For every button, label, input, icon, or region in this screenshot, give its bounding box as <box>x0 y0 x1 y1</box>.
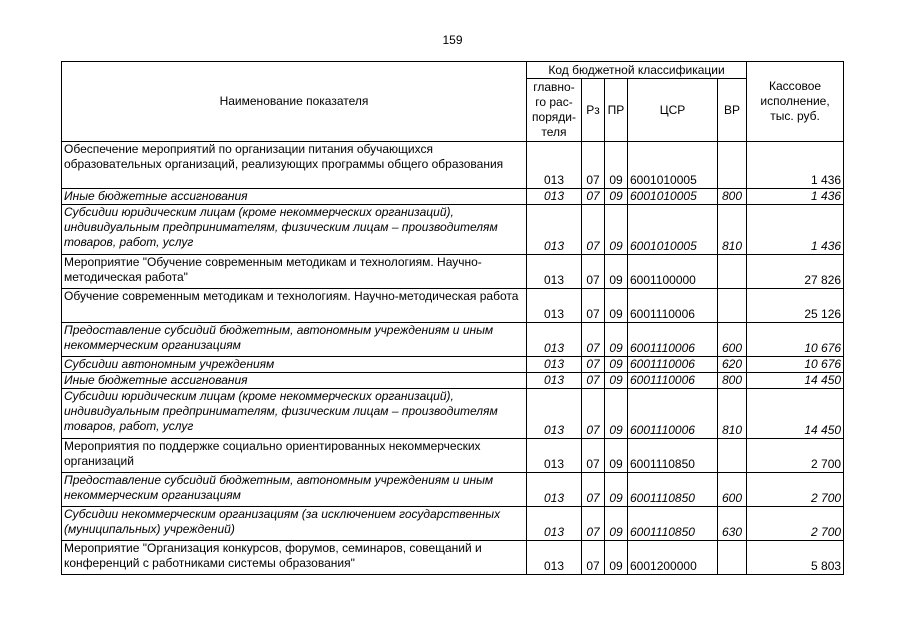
row-csr: 6001110850 <box>628 439 718 473</box>
row-vr: 810 <box>718 205 747 255</box>
header-pr: ПР <box>605 79 628 142</box>
row-vr <box>718 255 747 289</box>
row-rz: 07 <box>582 357 605 373</box>
row-glavn: 013 <box>527 357 582 373</box>
table-row <box>62 473 844 507</box>
row-csr: 6001010005 <box>628 205 718 255</box>
table-row <box>62 323 844 357</box>
row-pr: 09 <box>605 289 628 323</box>
row-name: Субсидии автономным учреждениям <box>62 357 527 373</box>
row-vr: 800 <box>718 373 747 389</box>
row-sum: 2 700 <box>747 507 844 541</box>
row-sum: 1 436 <box>747 189 844 205</box>
row-rz: 07 <box>582 189 605 205</box>
row-glavn: 013 <box>527 541 582 575</box>
row-csr: 6001010005 <box>628 142 718 189</box>
row-name: Субсидии юридическим лицам (кроме некоммерческих организаций), индивидуальным предпринимателям, физическим лицам – производителям товаров, работ, услуг <box>62 389 527 439</box>
row-pr: 09 <box>605 255 628 289</box>
row-name: Мероприятия по поддержке социально ориентированных некоммерческих организаций <box>62 439 527 473</box>
row-csr: 6001110006 <box>628 289 718 323</box>
table-row <box>62 189 844 205</box>
row-pr: 09 <box>605 373 628 389</box>
table-row <box>62 389 844 439</box>
row-csr: 6001110006 <box>628 389 718 439</box>
row-sum: 1 436 <box>747 205 844 255</box>
table-row <box>62 541 844 575</box>
header-kass: Кассовое исполнение, тыс. руб. <box>747 62 844 142</box>
table-row <box>62 255 844 289</box>
row-sum: 14 450 <box>747 373 844 389</box>
header-rz: Рз <box>582 79 605 142</box>
row-rz: 07 <box>582 255 605 289</box>
row-rz: 07 <box>582 323 605 357</box>
header-code-group: Код бюджетной классификации <box>527 62 747 79</box>
row-rz: 07 <box>582 541 605 575</box>
row-vr <box>718 439 747 473</box>
table-row <box>62 289 844 323</box>
row-name: Мероприятие "Организация конкурсов, форумов, семинаров, совещаний и конференций с работниками системы образования" <box>62 541 527 575</box>
row-rz: 07 <box>582 373 605 389</box>
row-name: Мероприятие "Обучение современным методикам и технологиям. Научно-методическая работа" <box>62 255 527 289</box>
row-rz: 07 <box>582 142 605 189</box>
row-csr: 6001100000 <box>628 255 718 289</box>
row-name: Иные бюджетные ассигнования <box>62 189 527 205</box>
row-sum: 5 803 <box>747 541 844 575</box>
table-row <box>62 373 844 389</box>
row-sum: 2 700 <box>747 439 844 473</box>
row-csr: 6001110850 <box>628 507 718 541</box>
row-glavn: 013 <box>527 389 582 439</box>
table-row <box>62 439 844 473</box>
row-glavn: 013 <box>527 205 582 255</box>
row-name: Предоставление субсидий бюджетным, автономным учреждениям и иным некоммерческим организациям <box>62 473 527 507</box>
row-sum: 2 700 <box>747 473 844 507</box>
row-vr <box>718 142 747 189</box>
row-name: Субсидии юридическим лицам (кроме некоммерческих организаций), индивидуальным предпринимателям, физическим лицам – производителям товаров, работ, услуг <box>62 205 527 255</box>
row-name: Иные бюджетные ассигнования <box>62 373 527 389</box>
row-name: Субсидии некоммерческим организациям (за исключением государственных (муниципальных) учреждений) <box>62 507 527 541</box>
row-name: Обеспечение мероприятий по организации питания обучающихся образовательных организаций, реализующих программы общего образования <box>62 142 527 189</box>
row-rz: 07 <box>582 439 605 473</box>
row-rz: 07 <box>582 389 605 439</box>
row-pr: 09 <box>605 507 628 541</box>
row-pr: 09 <box>605 205 628 255</box>
table-row <box>62 205 844 255</box>
table-body <box>62 142 844 575</box>
row-sum: 14 450 <box>747 389 844 439</box>
row-rz: 07 <box>582 473 605 507</box>
row-pr: 09 <box>605 142 628 189</box>
row-vr: 810 <box>718 389 747 439</box>
row-glavn: 013 <box>527 255 582 289</box>
row-name: Обучение современным методикам и технологиям. Научно-методическая работа <box>62 289 527 323</box>
row-vr: 600 <box>718 323 747 357</box>
row-glavn: 013 <box>527 142 582 189</box>
table-row <box>62 357 844 373</box>
row-rz: 07 <box>582 289 605 323</box>
row-pr: 09 <box>605 541 628 575</box>
row-glavn: 013 <box>527 439 582 473</box>
row-glavn: 013 <box>527 289 582 323</box>
row-vr <box>718 541 747 575</box>
row-csr: 6001110850 <box>628 473 718 507</box>
table-row <box>62 507 844 541</box>
row-vr <box>718 289 747 323</box>
row-glavn: 013 <box>527 507 582 541</box>
budget-table <box>61 61 844 575</box>
row-name: Предоставление субсидий бюджетным, автономным учреждениям и иным некоммерческим организациям <box>62 323 527 357</box>
row-sum: 27 826 <box>747 255 844 289</box>
row-sum: 10 676 <box>747 323 844 357</box>
row-vr: 630 <box>718 507 747 541</box>
row-glavn: 013 <box>527 323 582 357</box>
row-pr: 09 <box>605 189 628 205</box>
header-vr: ВР <box>718 79 747 142</box>
header-name: Наименование показателя <box>62 62 527 142</box>
page-number: 159 <box>442 33 463 47</box>
row-csr: 6001110006 <box>628 357 718 373</box>
row-vr: 800 <box>718 189 747 205</box>
row-rz: 07 <box>582 507 605 541</box>
row-pr: 09 <box>605 323 628 357</box>
row-pr: 09 <box>605 389 628 439</box>
row-glavn: 013 <box>527 189 582 205</box>
row-sum: 10 676 <box>747 357 844 373</box>
row-csr: 6001110006 <box>628 323 718 357</box>
row-csr: 6001110006 <box>628 373 718 389</box>
row-vr: 600 <box>718 473 747 507</box>
row-sum: 25 126 <box>747 289 844 323</box>
row-glavn: 013 <box>527 373 582 389</box>
row-sum: 1 436 <box>747 142 844 189</box>
row-rz: 07 <box>582 205 605 255</box>
row-glavn: 013 <box>527 473 582 507</box>
header-glavn: главно-го рас-поряди-теля <box>527 79 582 142</box>
row-pr: 09 <box>605 357 628 373</box>
row-pr: 09 <box>605 473 628 507</box>
row-vr: 620 <box>718 357 747 373</box>
row-pr: 09 <box>605 439 628 473</box>
table-row <box>62 142 844 189</box>
row-csr: 6001010005 <box>628 189 718 205</box>
header-csr: ЦСР <box>628 79 718 142</box>
row-csr: 6001200000 <box>628 541 718 575</box>
